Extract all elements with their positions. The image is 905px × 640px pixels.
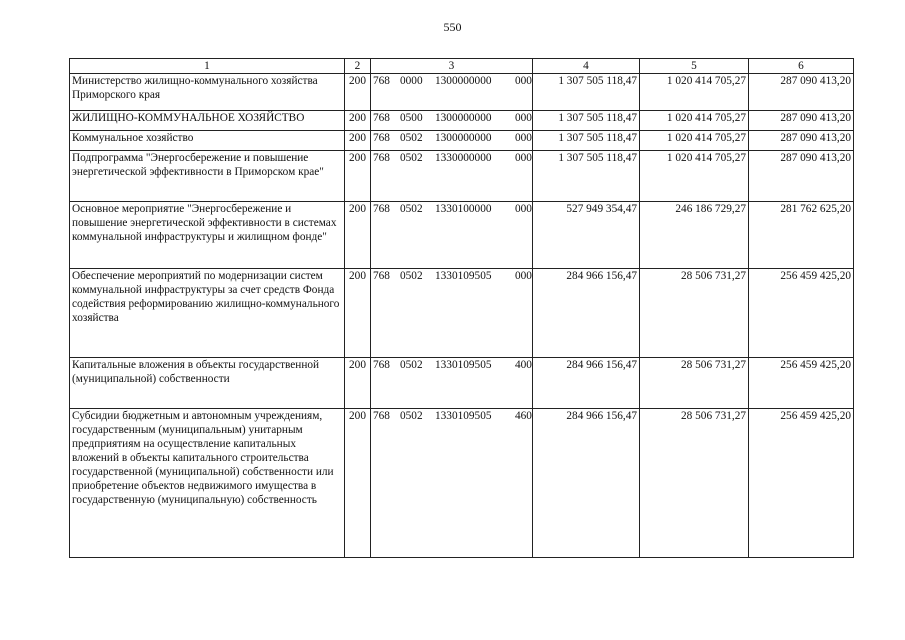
- row-name: Обеспечение мероприятий по модернизации систем коммунальной инфраструктуры за счет средств Фонда содействия реформированию жилищно-коммунального хозяйства: [70, 269, 345, 358]
- row-col4: 1 307 505 118,47: [533, 131, 640, 151]
- row-name: Субсидии бюджетным и автономным учреждениям, государственным (муниципальным) унитарным предприятиям на осуществление капитальных вложений в объекты капитального строительства государственной (муниципальной) собственности или приобретение объектов недвижимого имущества в государственную (муниципальную) собственность: [70, 409, 345, 558]
- code-part-1: 768: [373, 359, 390, 371]
- row-col6: 256 459 425,20: [749, 269, 854, 358]
- code-part-3: 1300000000: [435, 132, 492, 144]
- budget-table: [69, 58, 854, 558]
- code-part-2: 0502: [400, 152, 423, 164]
- row-col2: 200: [345, 409, 371, 558]
- table-row: [70, 151, 854, 202]
- row-code: [371, 202, 533, 269]
- row-col5: 246 186 729,27: [640, 202, 749, 269]
- code-part-2: 0502: [400, 410, 423, 422]
- row-code: [371, 111, 533, 131]
- code-part-2: 0502: [400, 132, 423, 144]
- row-name: Основное мероприятие "Энергосбережение и повышение энергетической эффективности в системах коммунальной инфраструктуры и жилищном фонде": [70, 202, 345, 269]
- column-header-4: 4: [533, 59, 640, 74]
- row-code: [371, 269, 533, 358]
- table-row: [70, 358, 854, 409]
- row-code: [371, 131, 533, 151]
- row-name: ЖИЛИЩНО-КОММУНАЛЬНОЕ ХОЗЯЙСТВО: [70, 111, 345, 131]
- row-col5: 1 020 414 705,27: [640, 131, 749, 151]
- row-col2: 200: [345, 74, 371, 111]
- code-part-4: 400: [515, 359, 532, 371]
- code-part-2: 0502: [400, 359, 423, 371]
- code-part-1: 768: [373, 410, 390, 422]
- code-part-1: 768: [373, 75, 390, 87]
- row-name: Министерство жилищно-коммунального хозяйства Приморского края: [70, 74, 345, 111]
- page-number: 550: [443, 20, 462, 34]
- row-col4: 284 966 156,47: [533, 409, 640, 558]
- row-col4: 1 307 505 118,47: [533, 111, 640, 131]
- row-col6: 287 090 413,20: [749, 111, 854, 131]
- code-part-1: 768: [373, 112, 390, 124]
- row-col6: 287 090 413,20: [749, 74, 854, 111]
- code-part-3: 1300000000: [435, 112, 492, 124]
- row-code: [371, 151, 533, 202]
- code-part-4: 000: [515, 132, 532, 144]
- code-part-2: 0502: [400, 203, 423, 215]
- row-name: Коммунальное хозяйство: [70, 131, 345, 151]
- row-col5: 1 020 414 705,27: [640, 74, 749, 111]
- row-col4: 284 966 156,47: [533, 358, 640, 409]
- code-part-4: 460: [515, 410, 532, 422]
- row-col6: 256 459 425,20: [749, 358, 854, 409]
- column-header-1: 1: [70, 59, 345, 74]
- row-col2: 200: [345, 358, 371, 409]
- table-row: [70, 409, 854, 558]
- table-row: [70, 111, 854, 131]
- table-row: [70, 131, 854, 151]
- header-row: [70, 59, 854, 74]
- code-part-4: 000: [515, 75, 532, 87]
- code-part-1: 768: [373, 203, 390, 215]
- code-part-4: 000: [515, 203, 532, 215]
- table-row: [70, 202, 854, 269]
- row-col4: 527 949 354,47: [533, 202, 640, 269]
- row-col4: 1 307 505 118,47: [533, 151, 640, 202]
- row-col5: 28 506 731,27: [640, 409, 749, 558]
- code-part-2: 0502: [400, 270, 423, 282]
- row-name: Капитальные вложения в объекты государственной (муниципальной) собственности: [70, 358, 345, 409]
- row-col6: 281 762 625,20: [749, 202, 854, 269]
- row-col2: 200: [345, 202, 371, 269]
- code-part-1: 768: [373, 152, 390, 164]
- row-col6: 256 459 425,20: [749, 409, 854, 558]
- row-col5: 28 506 731,27: [640, 358, 749, 409]
- code-part-3: 1330109505: [435, 410, 492, 422]
- row-col5: 1 020 414 705,27: [640, 151, 749, 202]
- row-col4: 284 966 156,47: [533, 269, 640, 358]
- code-part-1: 768: [373, 270, 390, 282]
- code-part-3: 1330109505: [435, 359, 492, 371]
- row-name: Подпрограмма "Энергосбережение и повышение энергетической эффективности в Приморском крае": [70, 151, 345, 202]
- row-col4: 1 307 505 118,47: [533, 74, 640, 111]
- row-col6: 287 090 413,20: [749, 131, 854, 151]
- column-header-3: 3: [371, 59, 533, 74]
- code-part-1: 768: [373, 132, 390, 144]
- code-part-4: 000: [515, 270, 532, 282]
- code-part-4: 000: [515, 152, 532, 164]
- table-row: [70, 269, 854, 358]
- row-col5: 1 020 414 705,27: [640, 111, 749, 131]
- row-col6: 287 090 413,20: [749, 151, 854, 202]
- row-code: [371, 358, 533, 409]
- column-header-6: 6: [749, 59, 854, 74]
- code-part-3: 1330109505: [435, 270, 492, 282]
- row-col2: 200: [345, 151, 371, 202]
- row-col5: 28 506 731,27: [640, 269, 749, 358]
- code-part-2: 0000: [400, 75, 423, 87]
- code-part-3: 1330000000: [435, 152, 492, 164]
- column-header-5: 5: [640, 59, 749, 74]
- code-part-2: 0500: [400, 112, 423, 124]
- row-col2: 200: [345, 131, 371, 151]
- row-code: [371, 74, 533, 111]
- row-col2: 200: [345, 269, 371, 358]
- code-part-4: 000: [515, 112, 532, 124]
- row-col2: 200: [345, 111, 371, 131]
- code-part-3: 1300000000: [435, 75, 492, 87]
- column-header-2: 2: [345, 59, 371, 74]
- row-code: [371, 409, 533, 558]
- code-part-3: 1330100000: [435, 203, 492, 215]
- table-row: [70, 74, 854, 111]
